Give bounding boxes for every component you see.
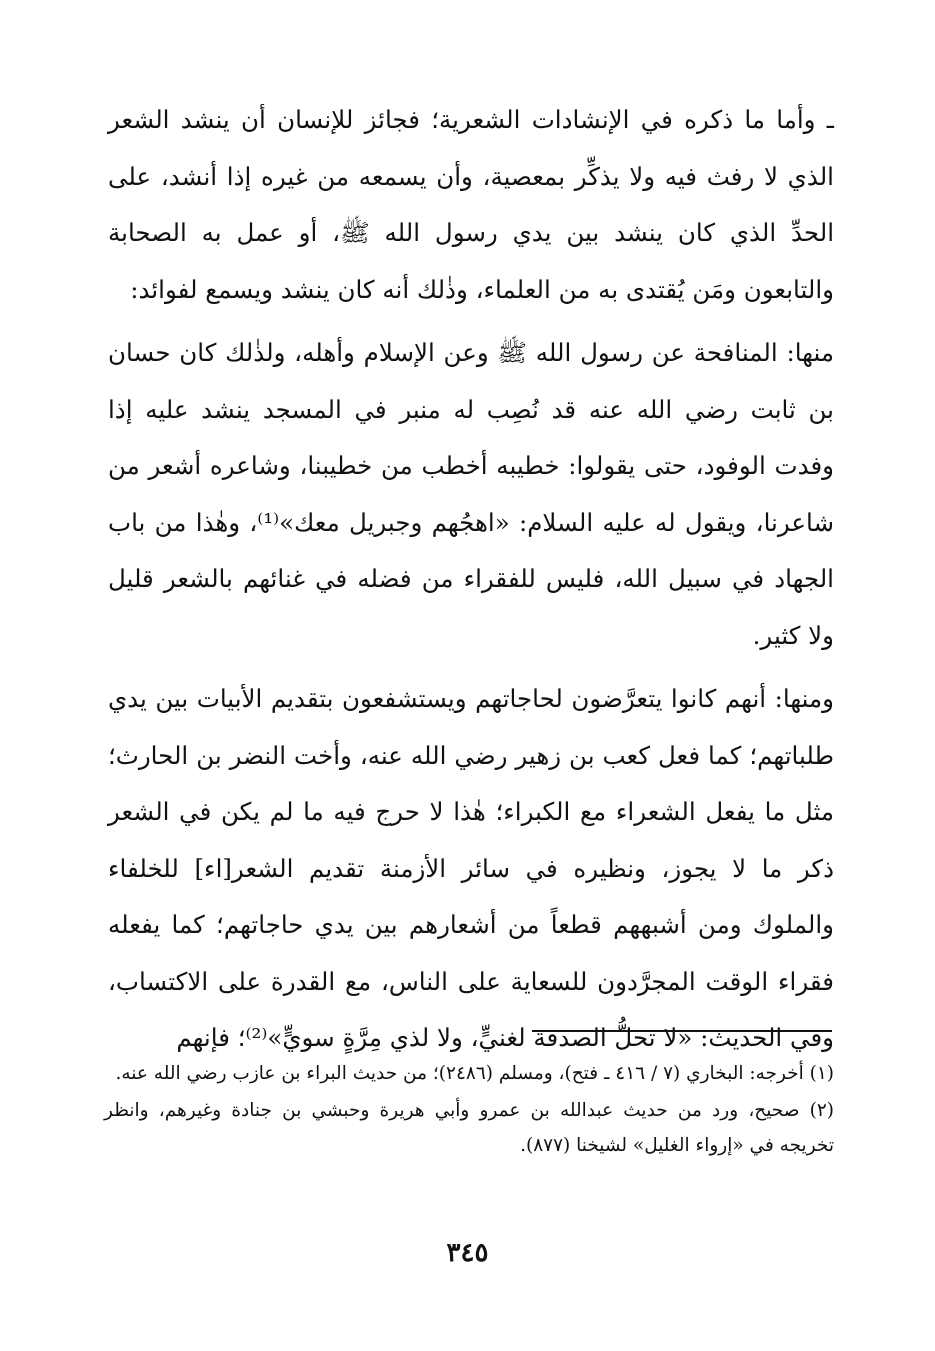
footnote-1: (١) أخرجه: البخاري (٧ / ٤١٦ ـ فتح)، ومسلم (٢٤٨٦)؛ من حديث البراء بن عازب رضي الله عنه. <box>115 1063 834 1084</box>
paragraph-poetry-ruling: ـ وأما ما ذكره في الإنشادات الشعرية؛ فجائز للإنسان أن ينشد الشعر الذي لا رفث فيه ولا يذكِّر بمعصية، وأن يسمعه من غيره إذا أنشد، على الحدِّ الذي كان ينشد بين يدي رسول الله ﷺ، أو عمل به الصحابة والتابعون ومَن يُقتدى به من العلماء، وذٰلك أنه كان ينشد ويسمع لفوائد: <box>108 105 834 304</box>
footnote-2: (٢) صحيح، ورد من حديث عبدالله بن عمرو وأبي هريرة وحبشي بن جنادة وغيرهم، وانظر تخريجه في «إرواء الغليل» لشيخنا (٨٧٧). <box>104 1100 834 1156</box>
paragraph-defending-prophet: منها: المنافحة عن رسول الله ﷺ وعن الإسلام وأهله، ولذٰلك كان حسان بن ثابت رضي الله عنه قد نُصِب له منبر في المسجد ينشد عليه إذا وفدت الوفود، حتى يقولوا: خطيبه أخطب من خطيبنا، وشاعره أشعر من شاعرنا، ويقول له عليه السلام: «اهجُهم وجبريل معك»⁽¹⁾، وهٰذا من باب الجهاد في سبيل الله، فليس للفقراء من فضله في غنائهم بالشعر قليل ولا كثير. <box>108 338 834 650</box>
main-text <box>108 92 834 1067</box>
footnote-separator <box>532 1030 832 1032</box>
footnotes <box>104 1056 834 1165</box>
paragraph-seeking-needs: ومنها: أنهم كانوا يتعرَّضون لحاجاتهم ويستشفعون بتقديم الأبيات بين يدي طلباتهم؛ كما فعل كعب بن زهير رضي الله عنه، وأخت النضر بن الحارث؛ مثل ما يفعل الشعراء مع الكبراء؛ هٰذا لا حرج فيه ما لم يكن في الشعر ذكر ما لا يجوز، ونظيره في سائر الأزمنة تقديم الشعر[اء] للخلفاء والملوك ومن أشبههم قطعاً من أشعارهم بين يدي حاجاتهم؛ كما يفعله فقراء الوقت المجرَّدون للسعاية على الناس، مع القدرة على الاكتساب، وفي الحديث: «لا تحلُّ الصدقة لغنيٍّ، ولا لذي مِرَّةٍ سويٍّ»⁽²⁾؛ فإنهم <box>108 684 834 1052</box>
page-number: ٣٤٥ <box>446 1238 489 1268</box>
